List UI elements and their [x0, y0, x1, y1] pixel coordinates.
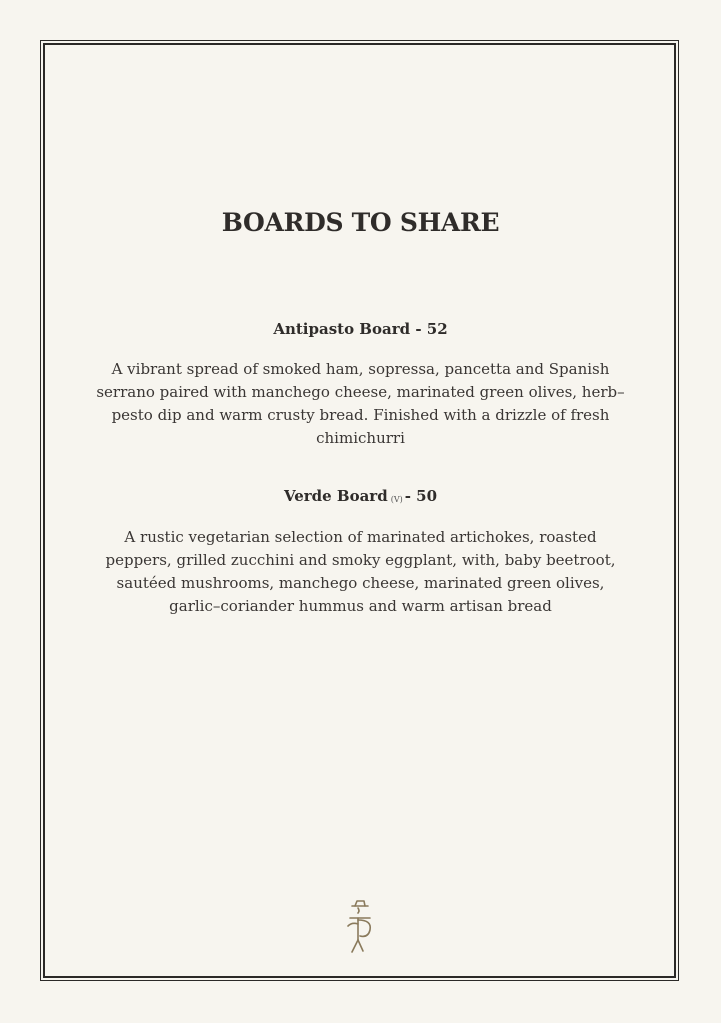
page-border-inner: [43, 43, 676, 978]
menu-item-title: [0, 320, 721, 338]
menu-item-description: A vibrant spread of smoked ham, sopressa, pancetta and Spanish serrano paired with manchego cheese, marinated green olives, herb–pesto dip and warm crusty bread. Finished with a drizzle of fresh chimichurri: [96, 360, 625, 447]
vegetarian-tag: (V): [390, 495, 403, 504]
menu-item-title: [0, 487, 721, 505]
menu-item-price: - 50: [404, 487, 438, 505]
menu-item-price: - 52: [410, 320, 448, 338]
menu-item-name: Antipasto Board: [273, 320, 411, 338]
section-title: BOARDS TO SHARE: [221, 208, 500, 237]
menu-item-description: A rustic vegetarian selection of marinated artichokes, roasted peppers, grilled zucchini and smoky eggplant, with, baby beetroot, sautéed mushrooms, manchego cheese, marinated green olives, garlic–coriander hummus and warm artisan bread: [105, 528, 616, 615]
restaurant-monogram-icon: [336, 898, 384, 954]
menu-item-name: Verde Board: [283, 487, 388, 505]
